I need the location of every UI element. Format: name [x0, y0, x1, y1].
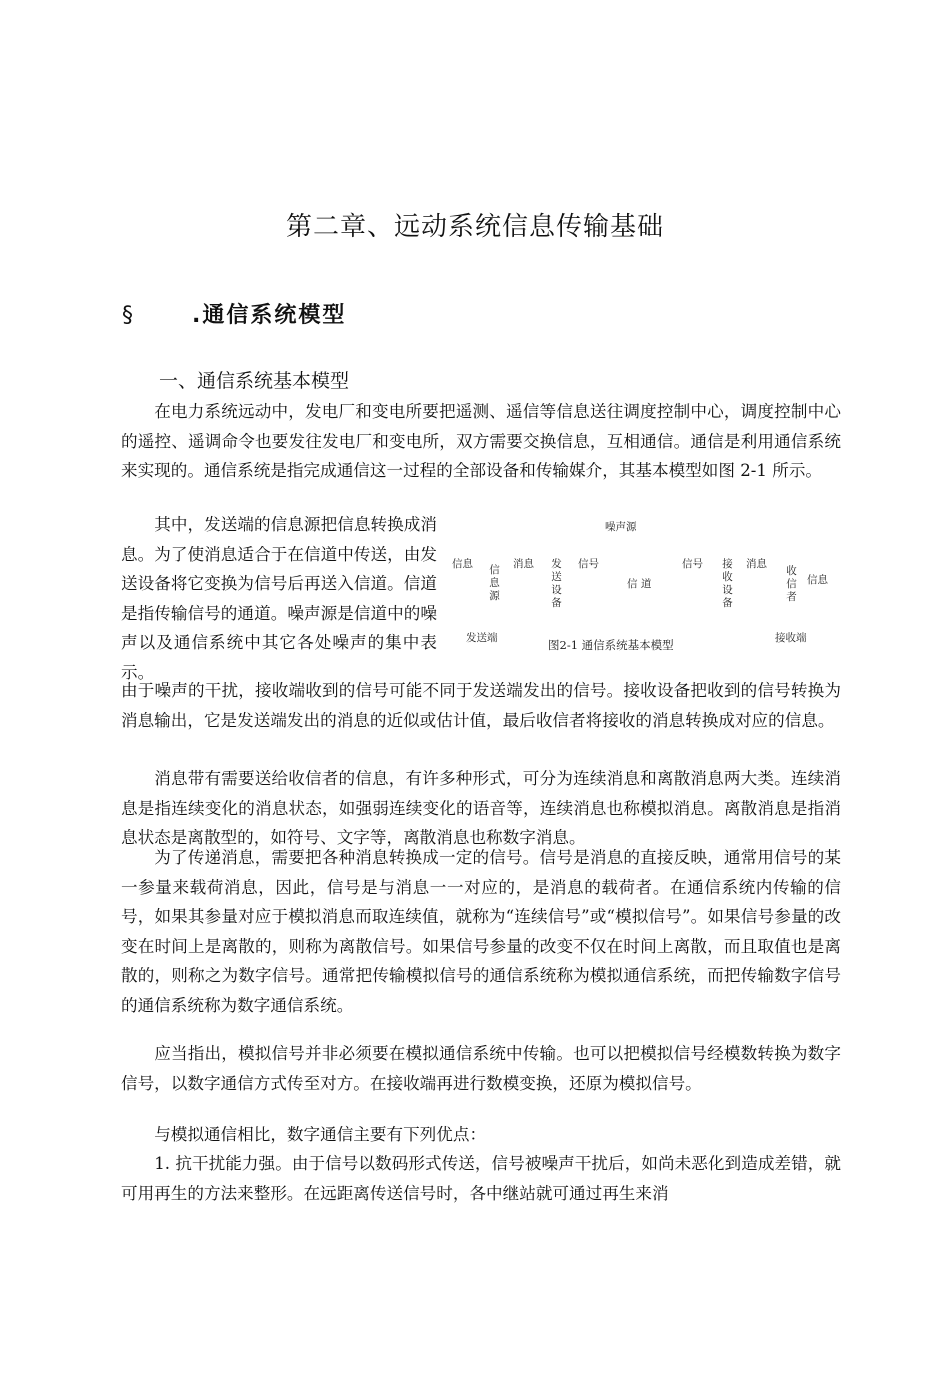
paragraph-5: 应当指出，模拟信号并非必须要在模拟通信系统中传输。也可以把模拟信号经模数转换为数字信号，以数字通信方式传至对方。在接收端再进行数模变换，还原为模拟信号。 [121, 1044, 841, 1093]
figure-send-end: 发送端 [466, 632, 498, 644]
subsection-title: 一、通信系统基本模型 [159, 370, 350, 392]
figure-caption: 图2-1 通信系统基本模型 [548, 638, 674, 652]
paragraph-2-continued: 由于噪声的干扰，接收端收到的信号可能不同于发送端发出的信号。接收设备把收到的信号转换为消息输出，它是发送端发出的消息的近似或估计值，最后收信者将接收的消息转换成对应的信息。 [121, 681, 841, 730]
figure-info-out: 信息 [807, 574, 828, 586]
figure-channel: 信 道 [627, 578, 652, 590]
paragraph-2-float: 其中，发送端的信息源把信息转换成消息。为了使消息适合于在信道中传送，由发送设备将它变换为信号后再送入信道。信道是指传输信号的通道。噪声源是信道中的噪声以及通信系统中其它各处噪声的集中表示。 [121, 515, 437, 682]
figure-recv-end: 接收端 [775, 632, 807, 644]
figure-msg-2: 消息 [746, 558, 767, 570]
figure-sig-1: 信号 [578, 558, 599, 570]
figure-receiver: 接收设备 [722, 558, 733, 609]
paragraph-4: 为了传递消息，需要把各种消息转换成一定的信号。信号是消息的直接反映，通常用信号的某一参量来载荷消息，因此，信号是与消息一一对应的，是消息的载荷者。在通信系统内传输的信号，如果其参量对应于模拟消息而取连续值，就称为“连续信号”或“模拟信号”。如果信号参量的改变在时间上是离散的，则称为离散信号。如果信号参量的改变不仅在时间上离散，而且取值也是离散的，则称之为数字信号。通常把传输模拟信号的通信系统称为模拟通信系统，而把传输数字信号的通信系统称为数字通信系统。 [121, 848, 841, 1015]
section-symbol: § [122, 303, 135, 328]
figure-sig-2: 信号 [682, 558, 703, 570]
figure-sink: 收信者 [786, 565, 797, 603]
figure-communication-model [442, 512, 842, 662]
chapter-title: 第二章、远动系统信息传输基础 [285, 212, 664, 242]
paragraph-6: 与模拟通信相比，数字通信主要有下列优点： [154, 1125, 487, 1144]
paragraph-3: 消息带有需要送给收信者的信息，有许多种形式，可分为连续消息和离散消息两大类。连续消息是指连续变化的消息状态，如强弱连续变化的语音等，连续消息也称模拟消息。离散消息是指消息状态是离散型的，如符号、文字等，离散消息也称数字消息。 [121, 769, 841, 847]
paragraph-7: 1. 抗干扰能力强。由于信号以数码形式传送，信号被噪声干扰后，如尚未恶化到造成差错，就可用再生的方法来整形。在远距离传送信号时，各中继站就可通过再生来消 [121, 1154, 841, 1203]
figure-source: 信息源 [489, 564, 500, 602]
paragraph-1: 在电力系统远动中，发电厂和变电所要把遥测、遥信等信息送往调度控制中心，调度控制中心的遥控、遥调命令也要发往发电厂和变电所，双方需要交换信息，互相通信。通信是利用通信系统来实现的。通信系统是指完成通信这一过程的全部设备和传输媒介，其基本模型如图 2-1 所示。 [121, 402, 841, 480]
figure-msg-1: 消息 [513, 558, 534, 570]
figure-transmitter: 发送设备 [551, 558, 562, 609]
figure-noise-source: 噪声源 [605, 521, 637, 533]
figure-info-in: 信息 [452, 558, 473, 570]
section-title: .通信系统模型 [192, 303, 347, 328]
section-heading [122, 298, 346, 329]
